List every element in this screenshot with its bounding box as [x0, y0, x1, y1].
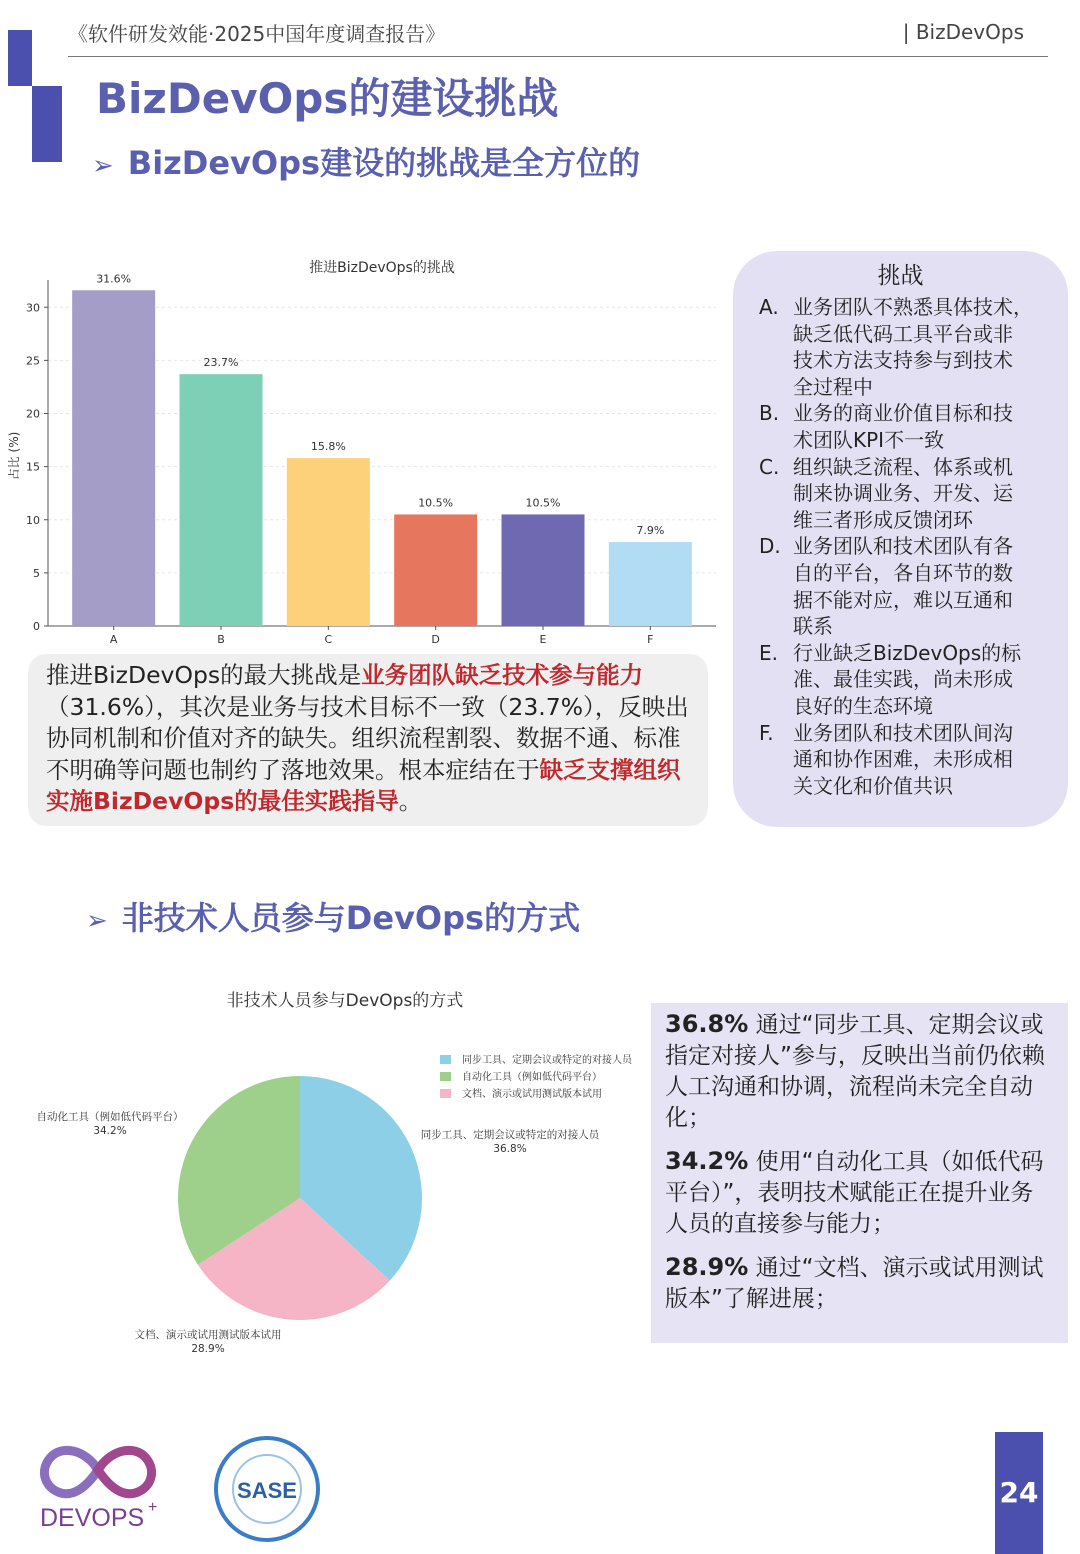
challenge-line: 组织缺乏流程、体系或机	[793, 454, 1013, 479]
section1-title: BizDevOps建设的挑战是全方位的	[127, 144, 641, 182]
x-tick-label-A: A	[109, 633, 118, 646]
legend-label-0: 同步工具、定期会议或特定的对接人员	[462, 1055, 632, 1066]
data-label-C: 15.8%	[310, 440, 346, 454]
summary-box	[28, 654, 708, 826]
y-axis-label: 占比 (%)	[7, 431, 21, 481]
legend-swatch-2	[440, 1089, 451, 1098]
challenge-item	[759, 533, 1042, 639]
challenge-letter: D.	[759, 534, 781, 559]
summary-highlight1: 业务团队缺乏技术参与能力	[361, 661, 644, 689]
y-tick-label: 0	[33, 620, 40, 633]
section2-heading	[86, 893, 580, 939]
data-label-A: 31.6%	[96, 272, 132, 286]
infinity-right-loop	[98, 1450, 152, 1493]
arrow-icon: ➢	[92, 151, 114, 181]
sase-logo-text: SASE	[237, 1478, 297, 1503]
x-tick-label-B: B	[217, 633, 225, 646]
challenge-letter: E.	[759, 640, 778, 665]
devops-logo-text: DEVOPS	[40, 1504, 145, 1532]
challenge-line: 通和协作困难，未形成相	[793, 747, 1013, 772]
bar-A	[72, 290, 155, 626]
data-label-F: 7.9%	[636, 524, 665, 538]
sase-logo	[212, 1434, 322, 1544]
challenge-line: 准、最佳实践，尚未形成	[793, 667, 1013, 692]
challenge-letter: F.	[759, 720, 774, 745]
pie-summary-text: 使用“自动化工具（如低代码平台）”，表明技术赋能正在提升业务人员的直接参与能力；	[665, 1149, 1044, 1237]
devops-logo-sup: +	[148, 1499, 158, 1516]
y-tick-label: 25	[26, 354, 40, 368]
pie-summary-text: 通过“同步工具、定期会议或指定对接人”参与，反映出当前仍依赖人工沟通和协调，流程尚未完全自动化；	[665, 1012, 1045, 1131]
pie-summary-item	[665, 1146, 1056, 1240]
challenge-line: 缺乏低代码工具平台或非	[793, 321, 1013, 346]
pie-pct-1: 28.9%	[191, 1343, 225, 1355]
legend-label-2: 文档、演示或试用测试版本试用	[462, 1089, 602, 1100]
y-tick-label: 10	[26, 513, 40, 527]
bar-D	[394, 514, 477, 626]
challenge-box	[733, 251, 1068, 827]
y-tick-label: 5	[33, 566, 40, 580]
pie-summary-item	[665, 1009, 1056, 1134]
pie-summary-pct: 34.2%	[665, 1147, 749, 1175]
challenge-text	[793, 640, 1042, 720]
pie-pct-0: 36.8%	[493, 1143, 527, 1155]
pie-label-0: 同步工具、定期会议或特定的对接人员	[420, 1129, 600, 1141]
challenge-line: 制来协调业务、开发、运	[793, 481, 1013, 506]
page-number: 24	[999, 1476, 1039, 1509]
challenge-letter: B.	[759, 401, 780, 426]
devops-logo	[34, 1436, 164, 1536]
challenge-item	[759, 400, 1042, 453]
pie-pct-2: 34.2%	[93, 1125, 127, 1137]
pie-summary-text: 通过“文档、演示或试用测试版本”了解进展；	[665, 1255, 1044, 1312]
header-divider	[68, 56, 1048, 57]
pie-chart-title: 非技术人员参与DevOps的方式	[226, 991, 464, 1011]
pie-summary-pct: 36.8%	[665, 1010, 749, 1038]
bar-F	[609, 542, 692, 626]
challenge-list	[759, 294, 1042, 799]
challenge-item	[759, 454, 1042, 534]
x-tick-label-C: C	[324, 633, 333, 646]
pie-summary-pct: 28.9%	[665, 1253, 749, 1281]
bar-E	[502, 514, 585, 626]
challenge-line: 技术方法支持参与到技术	[793, 348, 1013, 373]
y-tick-label: 20	[26, 407, 40, 421]
challenge-item	[759, 720, 1042, 800]
page-title: BizDevOps的建设挑战	[96, 74, 559, 123]
legend-label-1: 自动化工具（例如低代码平台）	[462, 1072, 602, 1083]
summary-part3: 。	[398, 787, 423, 815]
report-title: 《软件研发效能·2025中国年度调查报告》	[68, 22, 446, 46]
summary-highlight2: 缺乏支撑组织实施BizDevOps的最佳实践指导	[46, 755, 681, 815]
challenge-line: 业务团队不熟悉具体技术，	[793, 295, 1033, 319]
summary-part2: （31.6%），其次是业务与技术目标不一致（23.7%），反映出协同机制和价值对齐的缺失。组织流程割裂、数据不通、标准不明确等问题也制约了落地效果。根本症结在于	[46, 692, 689, 784]
challenge-text	[793, 294, 1042, 400]
bar-B	[180, 374, 263, 626]
challenge-line: 全过程中	[793, 374, 873, 399]
pie-summary-item	[665, 1252, 1056, 1315]
challenge-letter: C.	[759, 454, 780, 479]
y-tick-label: 15	[26, 460, 40, 474]
challenge-line: 业务团队和技术团队有各	[793, 534, 1013, 559]
decor-bar-bottom	[32, 86, 62, 162]
bar-chart-title: 推进BizDevOps的挑战	[309, 260, 455, 276]
section1-heading	[92, 138, 640, 184]
x-tick-label-D: D	[431, 633, 440, 646]
challenge-line: 自的平台，各自环节的数	[793, 560, 1013, 585]
data-label-B: 23.7%	[203, 356, 239, 370]
section2-title: 非技术人员参与DevOps的方式	[121, 899, 581, 937]
data-label-E: 10.5%	[525, 496, 561, 510]
challenge-text	[793, 720, 1042, 800]
challenge-line: 据不能对应，难以互通和	[793, 587, 1013, 612]
challenge-line: 良好的生态环境	[793, 693, 933, 718]
challenge-line: 维三者形成反馈闭环	[793, 507, 973, 532]
decor-bar-top	[8, 30, 32, 86]
challenge-line: 关文化和价值共识	[793, 773, 953, 798]
challenge-title: 挑战	[877, 263, 924, 289]
challenge-item	[759, 294, 1042, 400]
infinity-left-loop	[44, 1450, 98, 1493]
x-tick-label-F: F	[647, 633, 654, 646]
pie-label-2: 自动化工具（例如低代码平台）	[36, 1111, 184, 1123]
pie-summary-box	[651, 1003, 1068, 1343]
bar-chart	[0, 250, 730, 650]
legend-swatch-0	[440, 1055, 451, 1064]
x-tick-label-E: E	[539, 633, 547, 646]
pie-chart	[0, 980, 650, 1360]
section-tag: | BizDevOps	[902, 20, 1024, 44]
challenge-line: 业务团队和技术团队间沟	[793, 720, 1013, 745]
challenge-letter: A.	[759, 295, 779, 319]
arrow-icon: ➢	[86, 906, 108, 936]
challenge-text	[793, 400, 1042, 453]
summary-part1: 推进BizDevOps的最大挑战是	[46, 661, 362, 689]
data-label-D: 10.5%	[418, 496, 454, 510]
challenge-text	[793, 454, 1042, 534]
pie-label-1: 文档、演示或试用测试版本试用	[134, 1329, 282, 1341]
challenge-line: 术团队KPI不一致	[793, 427, 945, 452]
bar-C	[287, 458, 370, 626]
challenge-line: 行业缺乏BizDevOps的标	[793, 640, 1022, 665]
legend-swatch-1	[440, 1072, 451, 1081]
challenge-text	[793, 533, 1042, 639]
challenge-line: 业务的商业价值目标和技	[793, 401, 1013, 426]
challenge-item	[759, 640, 1042, 720]
y-tick-label: 30	[26, 301, 40, 315]
challenge-line: 联系	[793, 614, 833, 639]
